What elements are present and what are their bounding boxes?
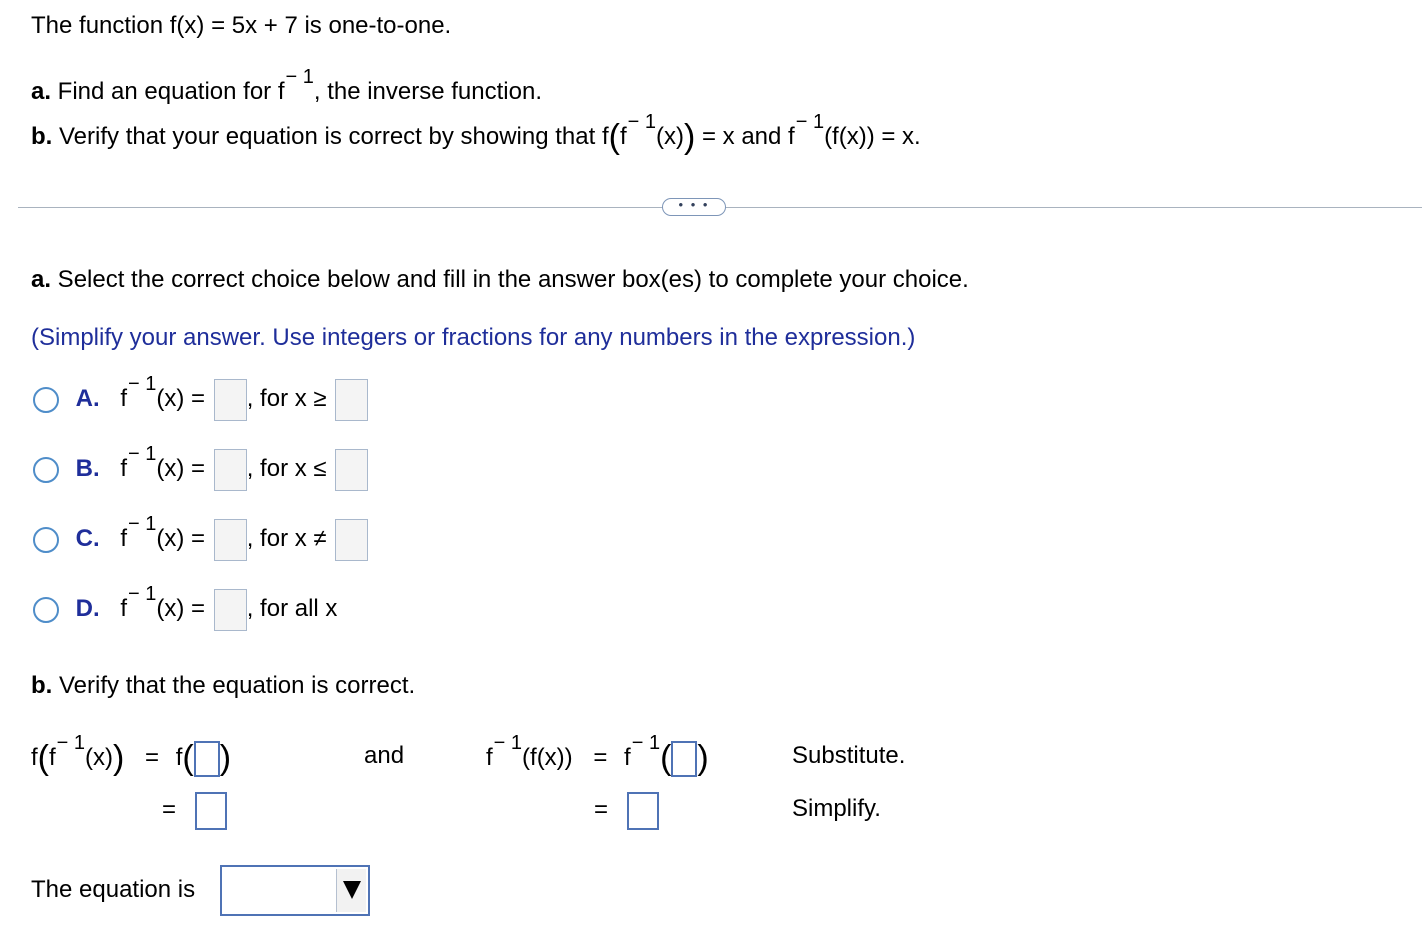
- section-a-label: a.: [31, 266, 52, 293]
- equals-sign: =: [162, 796, 177, 823]
- section-b-text: Verify that the equation is correct.: [52, 672, 416, 699]
- choice-b-letter: B.: [75, 455, 100, 482]
- outer-f: f: [31, 744, 38, 771]
- inverse-superscript: − 1: [128, 443, 157, 465]
- choice-b-value-box[interactable]: [335, 449, 368, 491]
- choice-c-expression-box[interactable]: [214, 519, 247, 561]
- f-call: f: [175, 744, 183, 771]
- right-simplify-box[interactable]: [627, 792, 659, 830]
- choice-c[interactable]: [33, 513, 368, 560]
- inverse-superscript: − 1: [627, 111, 656, 133]
- choice-c-arg: (x) =: [156, 525, 206, 552]
- choice-b-condition: , for x ≤: [246, 455, 327, 482]
- inverse-superscript: − 1: [56, 732, 86, 754]
- choice-c-value-box[interactable]: [335, 519, 368, 561]
- part-b-label: b.: [31, 123, 53, 150]
- close-paren: ): [113, 739, 125, 777]
- part-a-label: a.: [31, 78, 52, 105]
- inverse-superscript: − 1: [631, 732, 661, 754]
- equals-sign: =: [594, 796, 609, 823]
- choice-d-radio[interactable]: [33, 597, 59, 623]
- choice-a-letter: A.: [75, 385, 100, 412]
- left-verification-row: [31, 732, 232, 778]
- choice-a-value-box[interactable]: [335, 379, 368, 421]
- inverse-superscript: − 1: [795, 111, 825, 133]
- right-arg: (f(x)): [522, 744, 573, 771]
- equation-is-label: The equation is: [31, 876, 196, 903]
- problem-part-a: [31, 66, 542, 106]
- inner-arg: (x): [85, 744, 114, 771]
- section-b-instruction: [31, 672, 415, 700]
- close-paren: ): [683, 118, 696, 156]
- choice-b-arg: (x) =: [156, 455, 206, 482]
- problem-part-b: [31, 111, 921, 156]
- choice-d[interactable]: [33, 583, 338, 630]
- part-b-end: (f(x)) = x.: [824, 123, 921, 150]
- section-b-label: b.: [31, 672, 53, 699]
- close-paren: ): [697, 739, 709, 777]
- part-b-mid: = x and f: [695, 123, 795, 150]
- choice-a-condition: , for x ≥: [246, 385, 327, 412]
- inner-f: f: [49, 744, 56, 771]
- left-substitute-box[interactable]: [194, 741, 220, 777]
- choice-a-expression-box[interactable]: [214, 379, 247, 421]
- part-b-text-pre: Verify that your equation is correct by showing that f: [52, 123, 609, 150]
- choice-a-radio[interactable]: [33, 387, 59, 413]
- left-simplify-box[interactable]: [195, 792, 227, 830]
- inverse-superscript: − 1: [285, 66, 314, 88]
- right-verification-row: [486, 732, 709, 778]
- inverse-superscript: − 1: [128, 513, 157, 535]
- choice-d-condition: , for all x: [246, 595, 338, 622]
- and-word: and: [364, 742, 405, 769]
- equals-sign: =: [593, 744, 608, 771]
- f-inverse-call: f: [624, 744, 631, 771]
- inverse-superscript: − 1: [128, 583, 157, 605]
- simplify-label: Simplify.: [792, 795, 881, 822]
- choice-b-fn: f: [120, 455, 128, 482]
- open-paren: (: [37, 739, 49, 777]
- close-paren: ): [219, 739, 232, 777]
- section-a-text: Select the correct choice below and fill in the answer box(es) to complete your choice.: [51, 266, 969, 293]
- right-simplify-row: [594, 790, 659, 830]
- choice-a-arg: (x) =: [156, 385, 206, 412]
- right-f: f: [486, 744, 493, 771]
- substitute-label: Substitute.: [792, 742, 906, 769]
- choice-a[interactable]: [33, 373, 368, 420]
- open-paren: (: [660, 739, 672, 777]
- open-paren: (: [608, 118, 620, 156]
- problem-line-1: The function f(x) = 5x + 7 is one-to-one.: [31, 12, 452, 39]
- choice-b-expression-box[interactable]: [214, 449, 247, 491]
- inverse-superscript: − 1: [128, 373, 157, 395]
- choice-d-fn: f: [120, 595, 128, 622]
- part-a-text-post: , the inverse function.: [313, 78, 542, 105]
- choice-d-letter: D.: [75, 595, 100, 622]
- x-argument: (x): [655, 123, 684, 150]
- choice-d-arg: (x) =: [156, 595, 206, 622]
- part-a-text-pre: Find an equation for f: [51, 78, 285, 105]
- choice-b[interactable]: [33, 443, 368, 490]
- choice-c-condition: , for x ≠: [246, 525, 327, 552]
- choice-c-radio[interactable]: [33, 527, 59, 553]
- section-a-instruction: [31, 266, 969, 294]
- open-paren: (: [182, 739, 194, 777]
- choice-c-letter: C.: [75, 525, 100, 552]
- section-a-hint: (Simplify your answer. Use integers or fractions for any numbers in the expression.): [31, 324, 916, 351]
- choice-c-fn: f: [120, 525, 128, 552]
- equals-sign: =: [145, 744, 160, 771]
- dropdown-arrow-icon[interactable]: [336, 869, 366, 912]
- choice-a-fn: f: [120, 385, 128, 412]
- inverse-superscript: − 1: [493, 732, 523, 754]
- right-substitute-box[interactable]: [671, 741, 697, 777]
- more-options-button[interactable]: • • •: [662, 198, 726, 216]
- choice-d-expression-box[interactable]: [214, 589, 247, 631]
- equation-correctness-dropdown[interactable]: [220, 865, 370, 916]
- left-simplify-row: [162, 790, 227, 830]
- choice-b-radio[interactable]: [33, 457, 59, 483]
- inner-f: f: [619, 123, 627, 150]
